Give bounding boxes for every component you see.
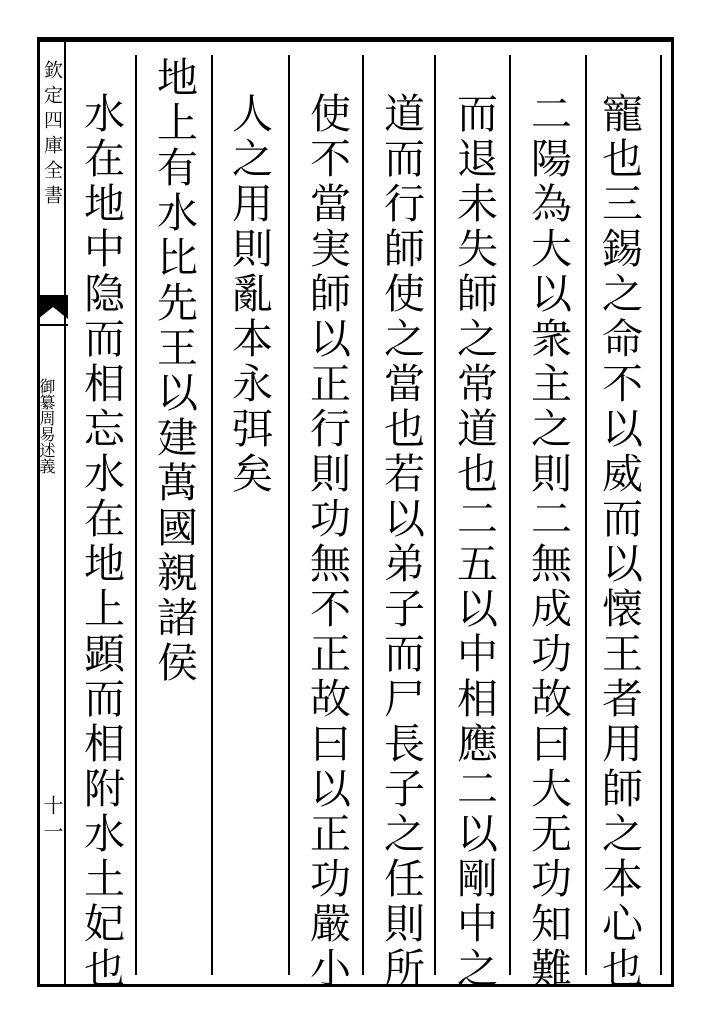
text-column-2: 二陽為大以衆主之則二無成功故曰大无功知難 <box>524 92 572 992</box>
column-rule <box>660 55 662 975</box>
collection-title: 欽定四庫全書 <box>41 60 63 210</box>
text-column-7: 地上有水比先王以建萬國親諸侯 <box>150 56 198 686</box>
text-column-1: 寵也三錫之命不以威而以懐王者用師之本心也 <box>595 92 643 992</box>
column-rule <box>434 55 436 975</box>
page-number: 十一 <box>40 795 64 847</box>
book-title: 御纂周易述義 <box>37 378 56 474</box>
column-rule <box>211 55 213 975</box>
text-column-6: 人之用則亂本永弭矣 <box>225 92 273 497</box>
column-rule <box>362 55 364 975</box>
column-rule <box>288 55 290 975</box>
top-rule <box>37 40 674 42</box>
text-column-4: 道而行師使之當也若以弟子而尸長子之任則所 <box>377 92 425 992</box>
column-rule <box>135 55 137 975</box>
column-rule <box>509 55 511 975</box>
column-rule <box>585 55 587 975</box>
text-column-8: 水在地中隐而相忘水在地上顕而相附水土妃也 <box>77 92 125 992</box>
text-column-5: 使不當実師以正行則功無不正故曰以正功嚴小 <box>303 92 351 992</box>
fish-tail-icon <box>38 295 68 327</box>
page-border <box>37 37 674 987</box>
text-column-3: 而退未失師之常道也二五以中相應二以剛中之 <box>450 92 498 992</box>
